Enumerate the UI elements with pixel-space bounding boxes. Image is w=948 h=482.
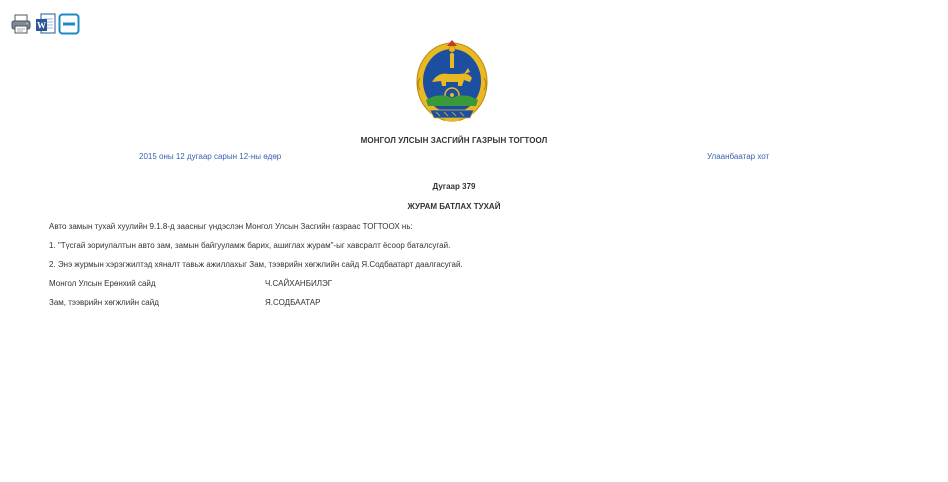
- paragraph-2: 2. Энэ журмын хэрэгжилтэд хяналт тавьж ажиллахыг Зам, тээврийн хөгжлийн сайд Я.Содбаатарт даалгасугай.: [49, 260, 463, 269]
- svg-text:W: W: [37, 20, 46, 31]
- document-number: Дугаар 379: [432, 182, 476, 191]
- minus-box-icon[interactable]: [58, 13, 80, 35]
- paragraph-1: 1. "Түсгай зориулалтын авто зам, замын байгууламж барих, ашиглах журам"-ыг хавсралт ёсоор баталсугай.: [49, 241, 451, 250]
- state-emblem: [414, 40, 490, 124]
- document-date: 2015 оны 12 дугаар сарын 12-ны өдөр: [139, 152, 282, 161]
- document-title: МОНГОЛ УЛСЫН ЗАСГИЙН ГАЗРЫН ТОГТООЛ: [360, 136, 548, 145]
- document-subject: ЖУРАМ БАТЛАХ ТУХАЙ: [407, 202, 501, 211]
- signature-name-prime-minister: Ч.САЙХАНБИЛЭГ: [265, 279, 333, 288]
- printer-icon[interactable]: [10, 13, 32, 35]
- paragraph-preamble: Авто замын тухай хуулийн 9.1.8-д заасныг үндэслэн Монгол Улсын Засгийн газраас ТОГТООХ нь:: [49, 222, 413, 231]
- word-document-icon[interactable]: [35, 13, 57, 35]
- document-place: Улаанбаатар хот: [707, 152, 770, 161]
- signature-title-prime-minister: Монгол Улсын Ерөнхий сайд: [49, 279, 156, 288]
- signature-title-minister: Зам, тээврийн хөгжлийн сайд: [49, 298, 159, 307]
- signature-name-minister: Я.СОДБААТАР: [265, 298, 321, 307]
